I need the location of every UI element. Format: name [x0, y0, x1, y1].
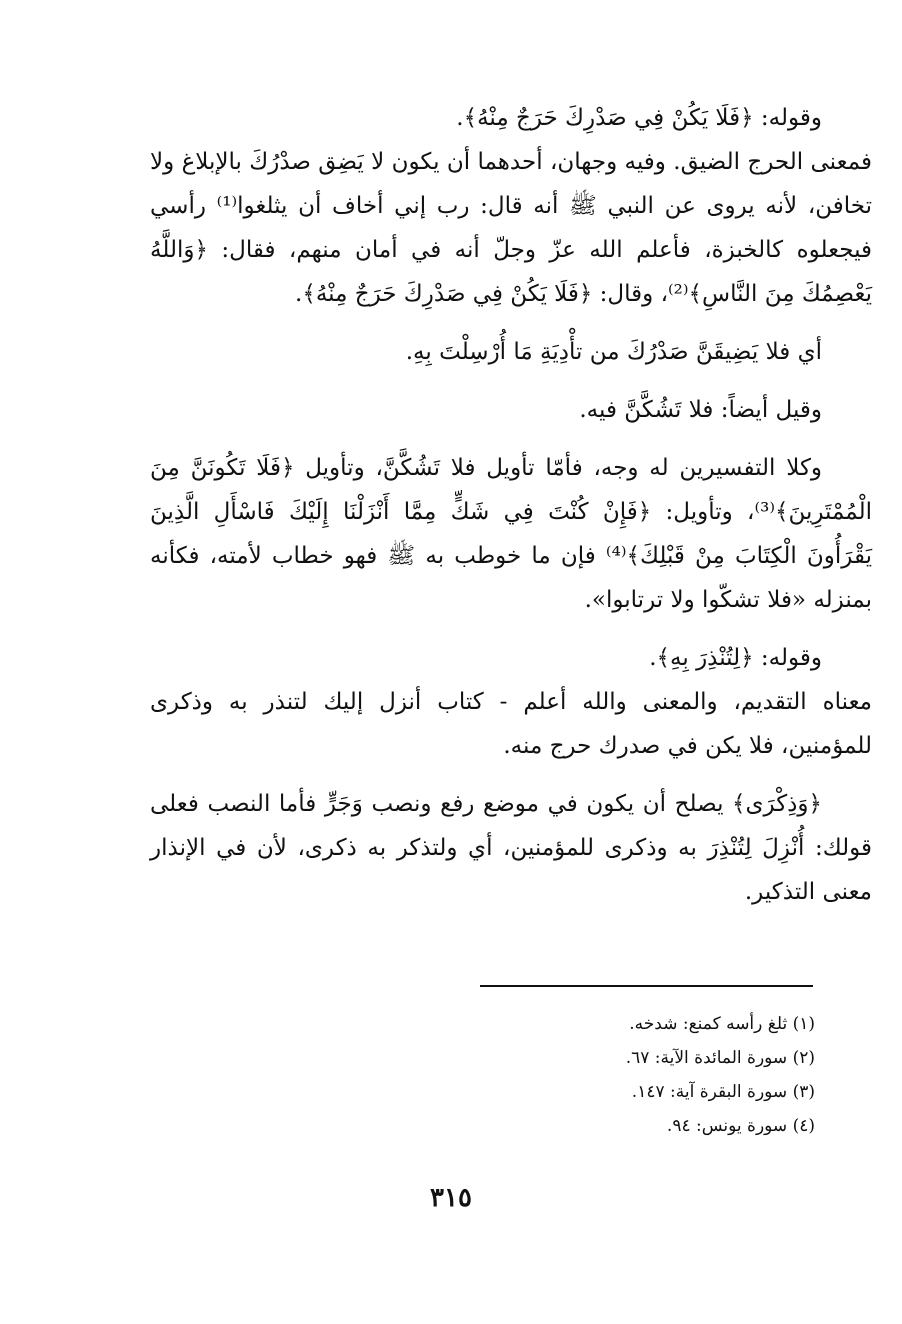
- footnote-2: (٢) سورة المائدة الآية: ٦٧.: [625, 1048, 815, 1068]
- footnotes: [300, 1007, 815, 1143]
- footnote-3: (٣) سورة البقرة آية: ١٤٧.: [631, 1082, 815, 1102]
- paragraph-1: وقوله: ﴿فَلَا يَكُنْ فِي صَدْرِكَ حَرَجٌ مِنْهُ﴾.: [456, 105, 822, 131]
- paragraph-7: معناه التقديم، والمعنى والله أعلم - كتاب أنزل إليك لتنذر به وذكرى للمؤمنين، فلا يكن في صدرك حرج منه.: [150, 689, 872, 759]
- footnote-separator: [480, 985, 813, 987]
- main-text: [150, 96, 872, 914]
- footnote-1: (١) ثلغ رأسه كمنع: شدخه.: [629, 1014, 815, 1034]
- paragraph-5: وكلا التفسيرين له وجه، فأمّا تأويل فلا تَشُكَّنَّ، وتأويل ﴿فَلَا تَكُونَنَّ مِنَ الْمُمْتَرِينَ﴾⁽³⁾، وتأويل: ﴿فَإِنْ كُنْتَ فِي شَكٍّ مِمَّا أَنْزَلْنَا إِلَيْكَ فَاسْأَلِ الَّذِينَ يَقْرَأُونَ الْكِتَابَ مِنْ قَبْلِكَ﴾⁽⁴⁾ فإن ما خوطب به ﷺ فهو خطاب لأمته، فكأنه بمنزله «فلا تشكّوا ولا ترتابوا».: [150, 455, 873, 613]
- paragraph-3: أي فلا يَضِيقَنَّ صَدْرُكَ من تأْدِيَةِ مَا أُرْسِلْتَ بِهِ.: [405, 339, 822, 365]
- paragraph-8: ﴿وَذِكْرَى﴾ يصلح أن يكون في موضع رفع ونصب وَجَرٍّ فأما النصب فعلى قولك: أُنْزِلَ لِتُنْذِرَ به وذكرى للمؤمنين، أي ولتذكر به ذكرى، لأن في الإنذار معنى التذكير.: [150, 791, 872, 905]
- paragraph-2: فمعنى الحرج الضيق. وفيه وجهان، أحدهما أن يكون لا يَضِق صدْرُكَ بالإبلاغ ولا تخافن، لأنه يروى عن النبي ﷺ أنه قال: رب إني أخاف أن يثلغوا⁽¹⁾ رأسي فيجعلوه كالخبزة، فأعلم الله عزّ وجلّ أنه في أمان منهم، فقال: ﴿وَاللَّهُ يَعْصِمُكَ مِنَ النَّاسِ﴾⁽²⁾، وقال: ﴿فَلَا يَكُنْ فِي صَدْرِكَ حَرَجٌ مِنْهُ﴾.: [150, 149, 872, 307]
- footnote-4: (٤) سورة يونس: ٩٤.: [666, 1116, 815, 1136]
- paragraph-4: وقيل أيضاً: فلا تَشُكَّنَّ فيه.: [579, 397, 822, 423]
- paragraph-6: وقوله: ﴿لِتُنْذِرَ بِهِ﴾.: [649, 645, 822, 671]
- page-number: ٣١٥: [430, 1183, 472, 1213]
